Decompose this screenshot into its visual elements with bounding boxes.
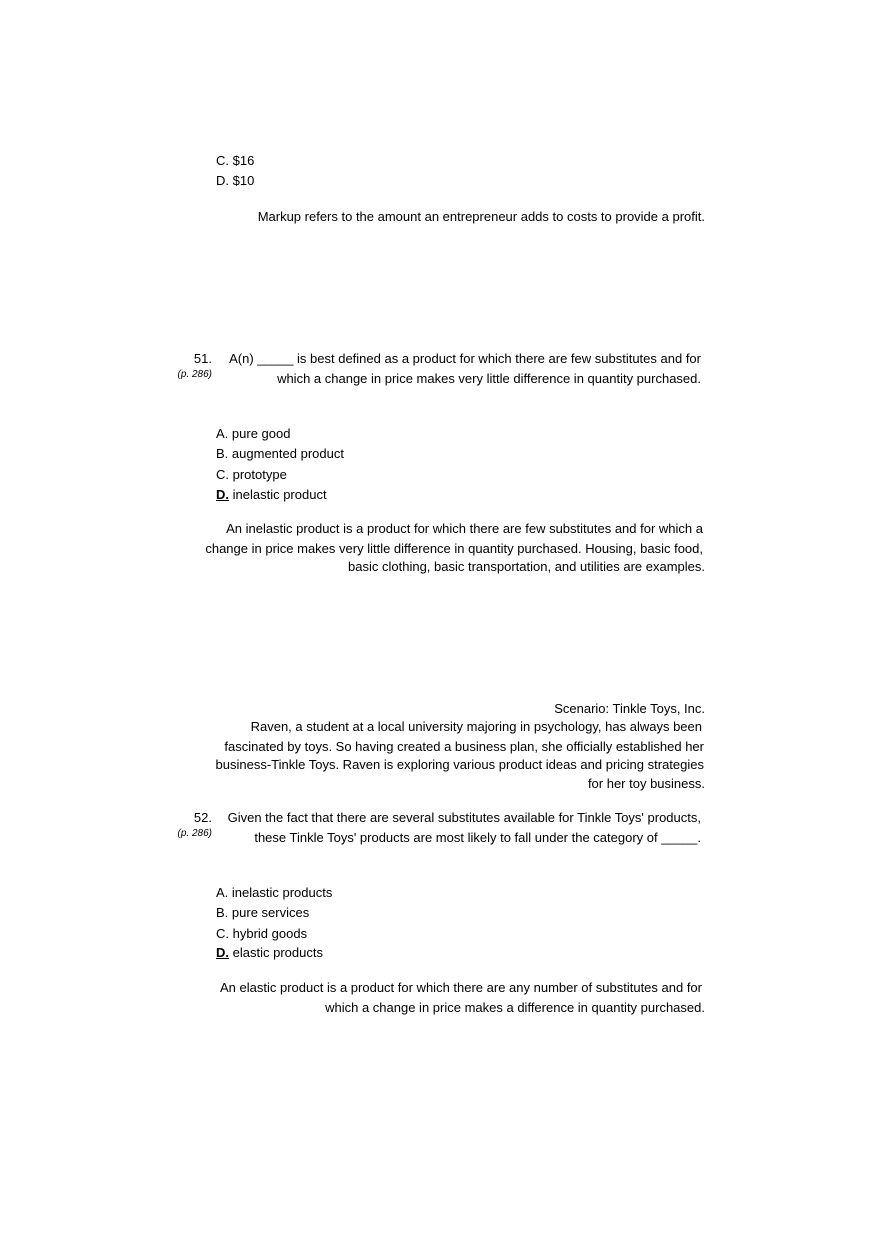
question-stem: Given the fact that there are several substitutes available for Tinkle Toys' products, <box>227 810 701 825</box>
answer-feedback: change in price makes very little difference in quantity purchased. Housing, basic food, <box>205 541 703 556</box>
option-letter: C. <box>216 153 229 168</box>
answer-feedback: Markup refers to the amount an entrepreneur adds to costs to provide a profit. <box>257 209 705 224</box>
option-letter: C. <box>216 467 229 482</box>
option-text: hybrid goods <box>232 926 308 941</box>
scenario-text: fascinated by toys. So having created a business plan, she officially established her <box>224 739 704 754</box>
option-text: elastic products <box>232 945 323 960</box>
option-row <box>216 885 332 900</box>
option-row-correct <box>216 945 323 960</box>
option-letter: D. <box>216 173 229 188</box>
question-stem: A(n) _____ is best defined as a product for which there are few substitutes and for <box>229 351 701 366</box>
option-row-correct <box>216 487 327 502</box>
option-text: augmented product <box>231 446 344 461</box>
option-row <box>216 153 254 168</box>
option-row <box>216 905 309 920</box>
option-row <box>216 926 307 941</box>
answer-feedback: which a change in price makes a difference in quantity purchased. <box>325 1000 705 1015</box>
option-text: $10 <box>232 173 255 188</box>
answer-feedback: An elastic product is a product for which there are any number of substitutes and for <box>220 980 702 995</box>
answer-feedback: An inelastic product is a product for which there are few substitutes and for which a <box>226 521 703 536</box>
question-number: 51. <box>193 351 212 366</box>
option-row <box>216 426 290 441</box>
option-text: pure good <box>231 426 291 441</box>
option-text: pure services <box>231 905 310 920</box>
scenario-title: Scenario: Tinkle Toys, Inc. <box>554 701 705 716</box>
option-text: prototype <box>232 467 287 482</box>
page-reference: (p. 286) <box>177 828 212 839</box>
option-text: inelastic products <box>231 885 333 900</box>
question-stem: these Tinkle Toys' products are most likely to fall under the category of _____. <box>254 830 701 845</box>
option-letter: C. <box>216 926 229 941</box>
option-row <box>216 467 287 482</box>
option-text: $16 <box>232 153 255 168</box>
option-letter: B. <box>216 446 229 461</box>
option-text: inelastic product <box>232 487 327 502</box>
correct-answer-marker: D. <box>216 487 229 502</box>
option-row <box>216 173 254 188</box>
question-number: 52. <box>193 810 212 825</box>
scenario-text: Raven, a student at a local university majoring in psychology, has always been <box>250 719 702 734</box>
scenario-text: business-Tinkle Toys. Raven is exploring various product ideas and pricing strategies <box>215 757 704 772</box>
answer-feedback: basic clothing, basic transportation, and utilities are examples. <box>348 559 705 574</box>
scenario-text: for her toy business. <box>587 776 705 791</box>
option-letter: A. <box>216 426 229 441</box>
option-letter: B. <box>216 905 229 920</box>
option-letter: A. <box>216 885 229 900</box>
correct-answer-marker: D. <box>216 945 229 960</box>
option-row <box>216 446 344 461</box>
question-stem: which a change in price makes very little difference in quantity purchased. <box>277 371 701 386</box>
page-reference: (p. 286) <box>177 369 212 380</box>
